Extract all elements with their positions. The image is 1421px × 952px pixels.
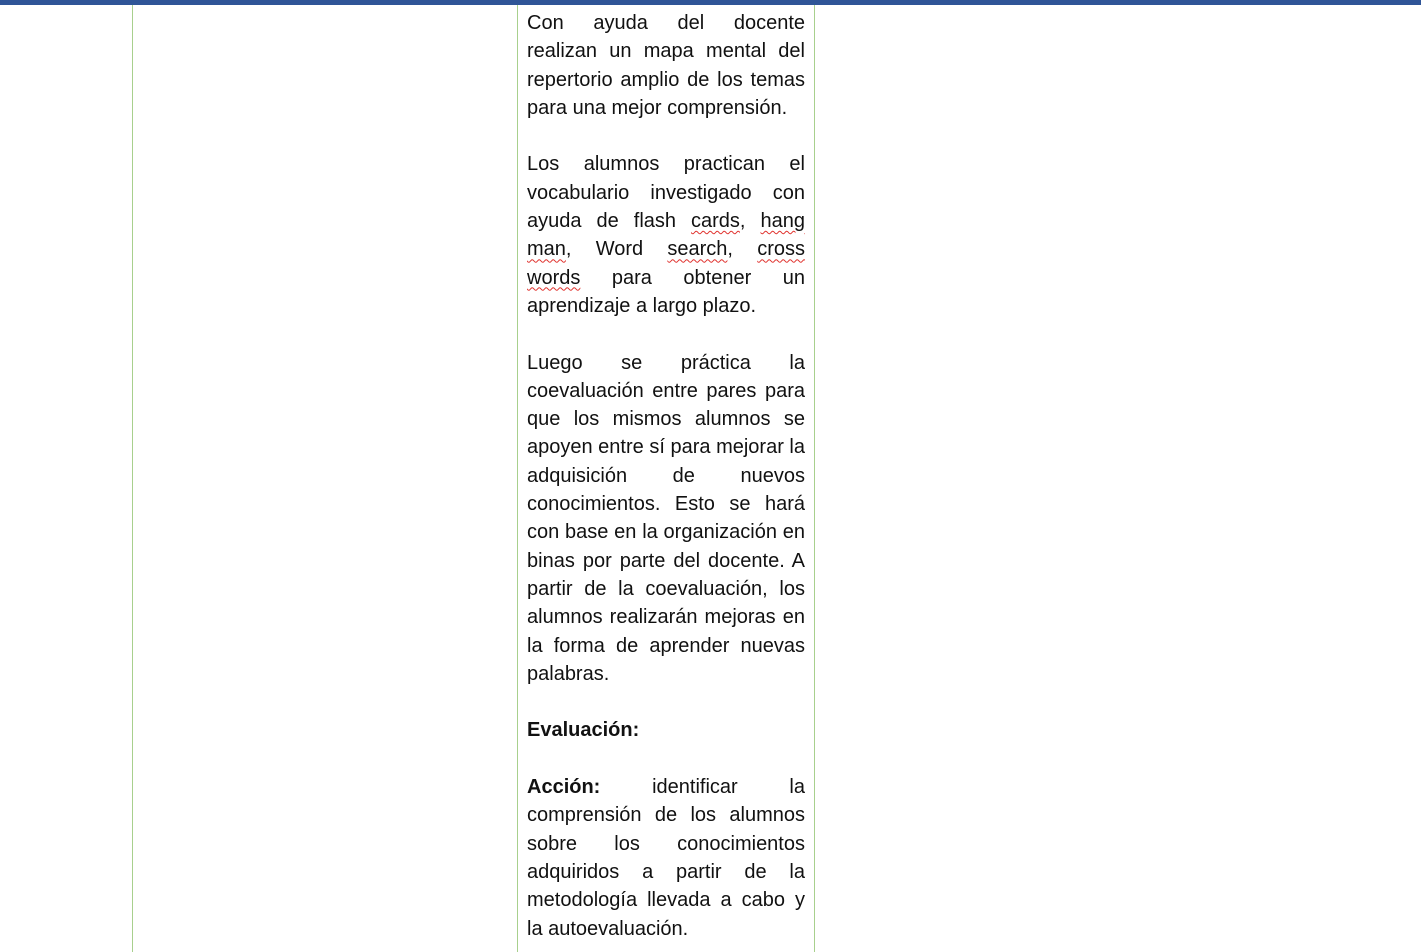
paragraph-action [527, 773, 805, 943]
action-text: identificar la comprensión de los alumnos sobre los conocimientos adquiridos a partir de la metodología llevada a cabo y la autoevaluación. [527, 776, 805, 940]
table-border-left [132, 5, 133, 952]
evaluation-heading: Evaluación: [527, 719, 640, 742]
paragraph-mind-map: Con ayuda del docente realizan un mapa mental del repertorio amplio de los temas para una mejor comprensión. [527, 12, 805, 119]
text-segment: , [739, 210, 761, 233]
header-border [0, 0, 1421, 5]
text-segment: , Word [565, 238, 668, 261]
action-label: Acción: [527, 776, 601, 799]
paragraph-peer-evaluation: Luego se práctica la coevaluación entre pares para que los mismos alumnos se apoyen entre sí para mejorar la adquisición de nuevos conocimientos. Esto se hará con base en la organización en binas por parte del docente. A partir de la coevaluación, los alumnos realizarán mejoras en la forma de aprender nuevas palabras. [527, 351, 805, 685]
text-segment: , [727, 238, 758, 261]
text-segment: Los alumnos practican el vocabulario investigado con ayuda de flash [527, 153, 805, 233]
misspelled-word[interactable]: words [527, 266, 581, 289]
misspelled-word[interactable]: search [667, 238, 728, 261]
misspelled-word[interactable]: cards [691, 210, 740, 233]
text-segment: para obtener un aprendizaje a largo plazo. [527, 266, 805, 317]
misspelled-word[interactable]: hang [760, 210, 805, 233]
misspelled-word[interactable]: man [527, 238, 566, 261]
paragraph-vocabulary-practice [527, 150, 805, 320]
table-border-column-end [814, 5, 815, 952]
table-border-column-start [517, 5, 518, 952]
table-cell-activities [527, 9, 805, 943]
misspelled-word[interactable]: cross [757, 238, 805, 261]
